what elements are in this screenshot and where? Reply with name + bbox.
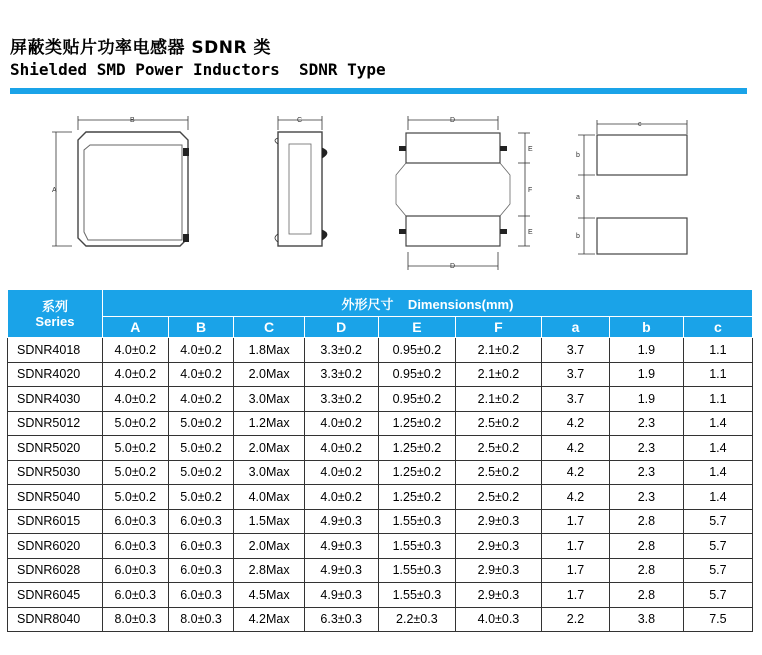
- label-b-top: B: [130, 117, 135, 124]
- dimension-cell: 4.0Max: [234, 485, 304, 510]
- label-d-bottom: D: [450, 263, 456, 270]
- label-e-top: E: [528, 146, 533, 153]
- label-c-land: c: [638, 121, 642, 128]
- dimension-cell: 2.8: [610, 509, 684, 534]
- column-header: D: [304, 317, 378, 338]
- dimension-cell: 1.25±0.2: [378, 485, 455, 510]
- series-cell: SDNR5012: [8, 411, 103, 436]
- table-row: [8, 558, 753, 583]
- dimension-cell: 1.7: [541, 509, 609, 534]
- series-cell: SDNR6015: [8, 509, 103, 534]
- dimension-cell: 3.0Max: [234, 387, 304, 412]
- dimension-cell: 1.1: [683, 387, 752, 412]
- dimension-cell: 5.7: [683, 509, 752, 534]
- dimension-cell: 5.7: [683, 558, 752, 583]
- dimension-cell: 5.0±0.2: [168, 436, 234, 461]
- dimension-cell: 0.95±0.2: [378, 387, 455, 412]
- dimension-cell: 1.8Max: [234, 338, 304, 363]
- top-view-drawing: [52, 116, 189, 246]
- dimensions-table: [7, 289, 753, 632]
- dimension-cell: 2.9±0.3: [456, 583, 542, 608]
- dimension-cell: 6.0±0.3: [168, 509, 234, 534]
- dimension-cell: 1.1: [683, 338, 752, 363]
- dimension-cell: 4.0±0.2: [304, 436, 378, 461]
- column-header: E: [378, 317, 455, 338]
- dimension-cell: 2.3: [610, 460, 684, 485]
- dimension-cell: 6.0±0.3: [102, 509, 168, 534]
- dimension-cell: 2.1±0.2: [456, 387, 542, 412]
- table-row: [8, 509, 753, 534]
- dimension-cell: 1.1: [683, 362, 752, 387]
- dimension-cell: 2.0Max: [234, 534, 304, 559]
- dimension-cell: 2.3: [610, 485, 684, 510]
- dimension-cell: 1.25±0.2: [378, 436, 455, 461]
- dimension-cell: 4.9±0.3: [304, 534, 378, 559]
- dimension-cell: 6.0±0.3: [102, 583, 168, 608]
- dimension-cell: 2.8: [610, 558, 684, 583]
- table-row: [8, 485, 753, 510]
- dimension-cell: 2.5±0.2: [456, 436, 542, 461]
- column-header: b: [610, 317, 684, 338]
- table-row: [8, 460, 753, 485]
- dimension-cell: 4.0±0.2: [102, 387, 168, 412]
- column-header: a: [541, 317, 609, 338]
- column-header: C: [234, 317, 304, 338]
- dimension-cell: 4.0±0.2: [304, 411, 378, 436]
- dimension-cell: 8.0±0.3: [102, 607, 168, 632]
- dimension-cell: 4.2Max: [234, 607, 304, 632]
- dimension-cell: 4.0±0.3: [456, 607, 542, 632]
- series-cell: SDNR6028: [8, 558, 103, 583]
- label-c-side: C: [297, 117, 303, 124]
- series-cell: SDNR8040: [8, 607, 103, 632]
- page-title-en: Shielded SMD Power Inductors SDNR Type: [10, 60, 386, 79]
- dimension-cell: 3.3±0.2: [304, 362, 378, 387]
- dimension-cell: 2.8Max: [234, 558, 304, 583]
- dimension-cell: 4.0±0.2: [168, 362, 234, 387]
- side-view-drawing: [275, 116, 327, 246]
- dimension-cell: 4.2: [541, 411, 609, 436]
- dimension-cell: 5.0±0.2: [102, 411, 168, 436]
- dimension-cell: 6.0±0.3: [168, 558, 234, 583]
- dimension-cell: 4.0±0.2: [168, 338, 234, 363]
- dimension-cell: 4.9±0.3: [304, 583, 378, 608]
- table-row: [8, 607, 753, 632]
- label-e-bottom: E: [528, 229, 533, 236]
- dimension-cell: 4.9±0.3: [304, 509, 378, 534]
- dimension-cell: 1.55±0.3: [378, 534, 455, 559]
- land-pattern-drawing: [576, 120, 687, 254]
- dimensions-header: 外形尺寸 Dimensions(mm): [102, 290, 752, 317]
- table-row: [8, 411, 753, 436]
- dimension-cell: 3.3±0.2: [304, 387, 378, 412]
- dimension-cell: 6.3±0.3: [304, 607, 378, 632]
- dimension-cell: 2.0Max: [234, 362, 304, 387]
- dimension-cell: 1.2Max: [234, 411, 304, 436]
- dimension-cell: 4.0±0.2: [102, 338, 168, 363]
- dimension-cell: 2.8: [610, 583, 684, 608]
- dimension-cell: 2.8: [610, 534, 684, 559]
- dimension-cell: 2.5±0.2: [456, 485, 542, 510]
- dimension-cell: 6.0±0.3: [102, 558, 168, 583]
- dimension-cell: 6.0±0.3: [168, 583, 234, 608]
- column-header: c: [683, 317, 752, 338]
- dimension-cell: 2.5±0.2: [456, 460, 542, 485]
- dimension-cell: 4.5Max: [234, 583, 304, 608]
- label-a-left: A: [52, 187, 57, 194]
- dimension-cell: 3.3±0.2: [304, 338, 378, 363]
- dimension-cell: 2.3: [610, 436, 684, 461]
- dimension-cell: 1.9: [610, 387, 684, 412]
- series-header: [8, 290, 103, 338]
- dimension-cell: 1.4: [683, 436, 752, 461]
- page-title-cn: 屏蔽类贴片功率电感器 SDNR 类: [10, 38, 272, 58]
- dimension-cell: 5.7: [683, 583, 752, 608]
- series-cell: SDNR5020: [8, 436, 103, 461]
- title-underline-bar: [10, 88, 747, 94]
- dimension-cell: 1.7: [541, 583, 609, 608]
- dimension-cell: 0.95±0.2: [378, 362, 455, 387]
- label-b-land-bottom: b: [576, 233, 580, 240]
- dimension-cell: 1.55±0.3: [378, 509, 455, 534]
- column-header: F: [456, 317, 542, 338]
- dimension-cell: 5.0±0.2: [168, 485, 234, 510]
- dimension-cell: 5.7: [683, 534, 752, 559]
- dimension-cell: 1.55±0.3: [378, 558, 455, 583]
- dimension-cell: 4.2: [541, 436, 609, 461]
- label-d-top: D: [450, 117, 456, 124]
- dimension-cell: 2.3: [610, 411, 684, 436]
- dimension-cell: 1.9: [610, 338, 684, 363]
- dimension-cell: 4.9±0.3: [304, 558, 378, 583]
- dimension-cell: 4.0±0.2: [168, 387, 234, 412]
- dimension-cell: 3.7: [541, 338, 609, 363]
- dimension-cell: 2.9±0.3: [456, 509, 542, 534]
- dimension-drawings: [10, 100, 750, 280]
- table-body: [8, 338, 753, 632]
- dimension-cell: 2.9±0.3: [456, 558, 542, 583]
- dimension-cell: 2.9±0.3: [456, 534, 542, 559]
- dimension-cell: 1.4: [683, 460, 752, 485]
- dimension-cell: 2.2: [541, 607, 609, 632]
- dimension-cell: 7.5: [683, 607, 752, 632]
- dimension-cell: 1.7: [541, 534, 609, 559]
- dimension-cell: 1.4: [683, 485, 752, 510]
- series-cell: SDNR4020: [8, 362, 103, 387]
- dimension-cell: 0.95±0.2: [378, 338, 455, 363]
- table-row: [8, 583, 753, 608]
- column-header: A: [102, 317, 168, 338]
- dimension-cell: 2.5±0.2: [456, 411, 542, 436]
- column-header-row: [8, 317, 753, 338]
- column-header: B: [168, 317, 234, 338]
- dimension-cell: 2.0Max: [234, 436, 304, 461]
- dimension-cell: 2.1±0.2: [456, 362, 542, 387]
- series-cell: SDNR4018: [8, 338, 103, 363]
- dimension-cell: 1.55±0.3: [378, 583, 455, 608]
- dimension-cell: 1.4: [683, 411, 752, 436]
- dimension-cell: 5.0±0.2: [102, 460, 168, 485]
- dimension-cell: 3.8: [610, 607, 684, 632]
- series-cell: SDNR5030: [8, 460, 103, 485]
- label-a-land: a: [576, 194, 580, 201]
- bottom-view-drawing: [396, 116, 533, 270]
- series-cell: SDNR5040: [8, 485, 103, 510]
- label-f: F: [528, 187, 533, 194]
- table-row: [8, 436, 753, 461]
- dimension-cell: 4.0±0.2: [304, 485, 378, 510]
- dimension-cell: 1.9: [610, 362, 684, 387]
- dimension-cell: 4.0±0.2: [102, 362, 168, 387]
- dimension-cell: 1.7: [541, 558, 609, 583]
- dimension-cell: 3.0Max: [234, 460, 304, 485]
- table-row: [8, 338, 753, 363]
- series-header-en: Series: [35, 313, 75, 329]
- dimension-cell: 5.0±0.2: [168, 460, 234, 485]
- series-cell: SDNR6020: [8, 534, 103, 559]
- dimension-cell: 4.0±0.2: [304, 460, 378, 485]
- table-row: [8, 534, 753, 559]
- dimension-cell: 1.5Max: [234, 509, 304, 534]
- dimension-cell: 4.2: [541, 460, 609, 485]
- label-b-land-top: b: [576, 152, 580, 159]
- dimension-cell: 4.2: [541, 485, 609, 510]
- dimension-cell: 5.0±0.2: [102, 436, 168, 461]
- dimension-cell: 5.0±0.2: [102, 485, 168, 510]
- dimension-cell: 5.0±0.2: [168, 411, 234, 436]
- dimension-cell: 3.7: [541, 387, 609, 412]
- dimension-cell: 6.0±0.3: [102, 534, 168, 559]
- dimension-cell: 1.25±0.2: [378, 411, 455, 436]
- dimension-cell: 2.2±0.3: [378, 607, 455, 632]
- dimension-cell: 3.7: [541, 362, 609, 387]
- dimension-cell: 8.0±0.3: [168, 607, 234, 632]
- dimension-cell: 6.0±0.3: [168, 534, 234, 559]
- series-header-cn: 系列: [41, 298, 68, 314]
- dimension-cell: 1.25±0.2: [378, 460, 455, 485]
- series-cell: SDNR6045: [8, 583, 103, 608]
- series-cell: SDNR4030: [8, 387, 103, 412]
- table-row: [8, 387, 753, 412]
- table-row: [8, 362, 753, 387]
- dimension-cell: 2.1±0.2: [456, 338, 542, 363]
